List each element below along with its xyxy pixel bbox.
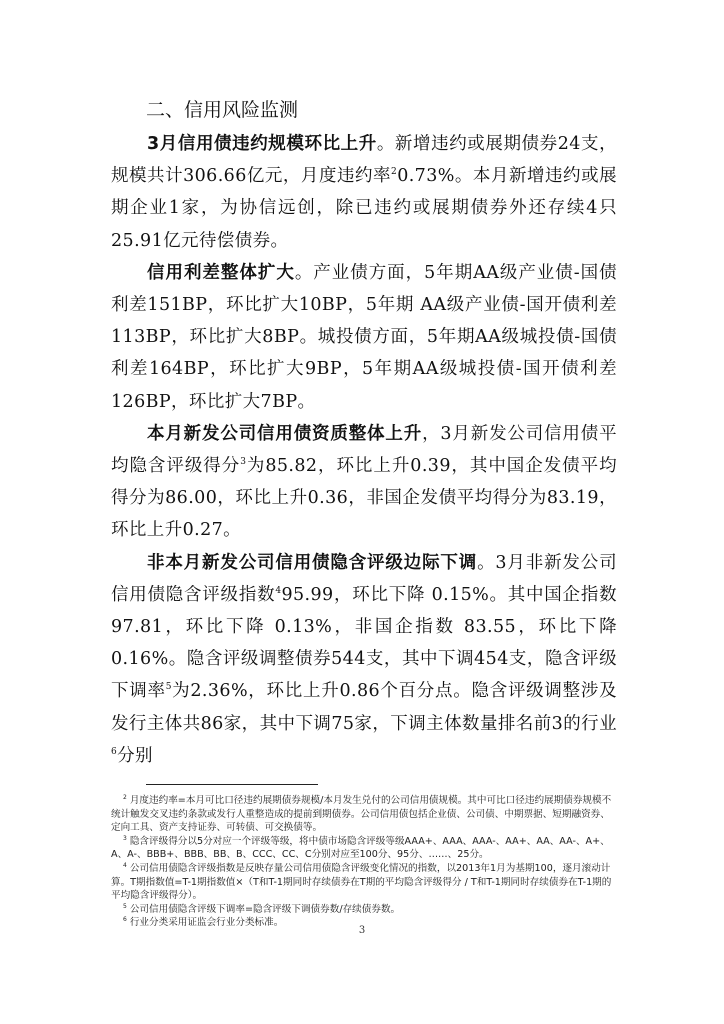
footnote-mark: 4 (123, 861, 127, 869)
footnote (111, 862, 617, 903)
footnote-ref: 6 (111, 747, 118, 758)
paragraph-lead: 本月新发公司信用债资质整体上升 (147, 423, 423, 444)
footnote-divider (146, 784, 318, 785)
paragraph-lead: 非本月新发公司信用债隐含评级边际下调 (147, 552, 478, 573)
paragraph-text: 。产业债方面，5年期AA级产业债-国债利差151BP，环比扩大10BP，5年期 AA级产业债-国开债利差113BP，环比扩大8BP。城投债方面，5年期AA级城投债-国债利差164BP，环比扩大9BP，5年期AA级城投债-国开债利差126BP，环比扩大7BP。 (111, 262, 618, 412)
paragraph-text: 。新增违约或展期债券24支，规模共计306.66亿元，月度违约率 (111, 134, 617, 187)
footnote-ref: 4 (275, 586, 282, 597)
paragraph-text: ，3月新发公司信用债平均隐含评级得分 (111, 423, 617, 477)
paragraph-credit-spread (111, 257, 617, 418)
footnotes (111, 794, 617, 930)
footnote-mark: 3 (123, 834, 127, 842)
footnote-ref: 3 (240, 457, 247, 468)
footnote-text: 月度违约率=本月可比口径违约展期债券规模/本月发生兑付的公司信用债规模。其中可比口径违约展期债券规模不统计触发交叉违约条款或发行人重整造成的提前到期债券。公司信用债包括企业债、公司债、中期票据、短期融资券、定向工具、资产支持证券、可转债、可交换债等。 (111, 795, 612, 834)
body-text (111, 128, 617, 772)
section-title: 二、信用风险监测 (146, 99, 299, 121)
paragraph-new-issuance-quality (111, 418, 617, 547)
paragraph-text: 95.99，环比下降 0.15%。其中国企指数97.81，环比下降 0.13%，非国企指数 83.55，环比下降 0.16%。隐含评级调整债券544支，其中下调454支，隐含评级下调率 (111, 584, 617, 702)
footnote-text: 公司信用债隐含评级指数是反映存量公司信用债隐含评级变化情况的指数，以2013年1月为基期100，逐月滚动计算。T期指数值=T-1期指数值×（T和T-1期同时存续债券在T期的平均隐含评级得分 / T和T-1期同时存续债券在T-1期的平均隐含评级得分）。 (111, 862, 612, 902)
paragraph-rating-downgrade (111, 547, 617, 772)
footnote-mark: 5 (123, 902, 127, 910)
page-number: 3 (358, 925, 366, 936)
footnote-mark: 2 (123, 793, 127, 801)
footnote-text: 隐含评级得分以5分对应一个评级等级，将中债市场隐含评级等级AAA+、AAA、AAA-、AA+、AA、AA-、A+、A、A-、BBB+、BBB、BB、B、CCC、CC、C分别对应至100分、95分、……、25分。 (111, 835, 610, 861)
paragraph-text: 为85.82，环比上升0.39，其中国企发债平均得分为86.00，环比上升0.36，非国企发债平均得分为83.19，环比上升0.27。 (111, 456, 617, 541)
paragraph-text: 分别 (117, 745, 153, 766)
footnote-text: 行业分类采用证监会行业分类标准。 (129, 917, 284, 929)
paragraph-lead: 3月信用债违约规模环比上升 (147, 134, 377, 154)
footnote (111, 835, 617, 862)
footnote-ref: 2 (391, 167, 398, 178)
footnote-mark: 6 (123, 916, 127, 924)
footnote-text: 公司信用债隐含评级下调率=隐含评级下调债券数/存续债券数。 (129, 903, 401, 915)
paragraph-text: 。3月非新发公司信用债隐含评级指数 (111, 552, 617, 605)
footnote (111, 794, 617, 835)
paragraph-lead: 信用利差整体扩大 (147, 262, 295, 283)
paragraph-text: 为2.36%，环比上升0.86个百分点。隐含评级调整涉及发行主体共86家，其中下调75家，下调主体数量排名前3的行业 (111, 681, 617, 734)
paragraph-default-rate (111, 128, 617, 257)
paragraph-text: 0.73%。本月新增违约或展期企业1家，为协信远创，除已违约或展期债券外还存续4只25.91亿元待偿债券。 (111, 166, 617, 251)
footnote (111, 903, 617, 917)
footnote-ref: 5 (165, 682, 172, 693)
